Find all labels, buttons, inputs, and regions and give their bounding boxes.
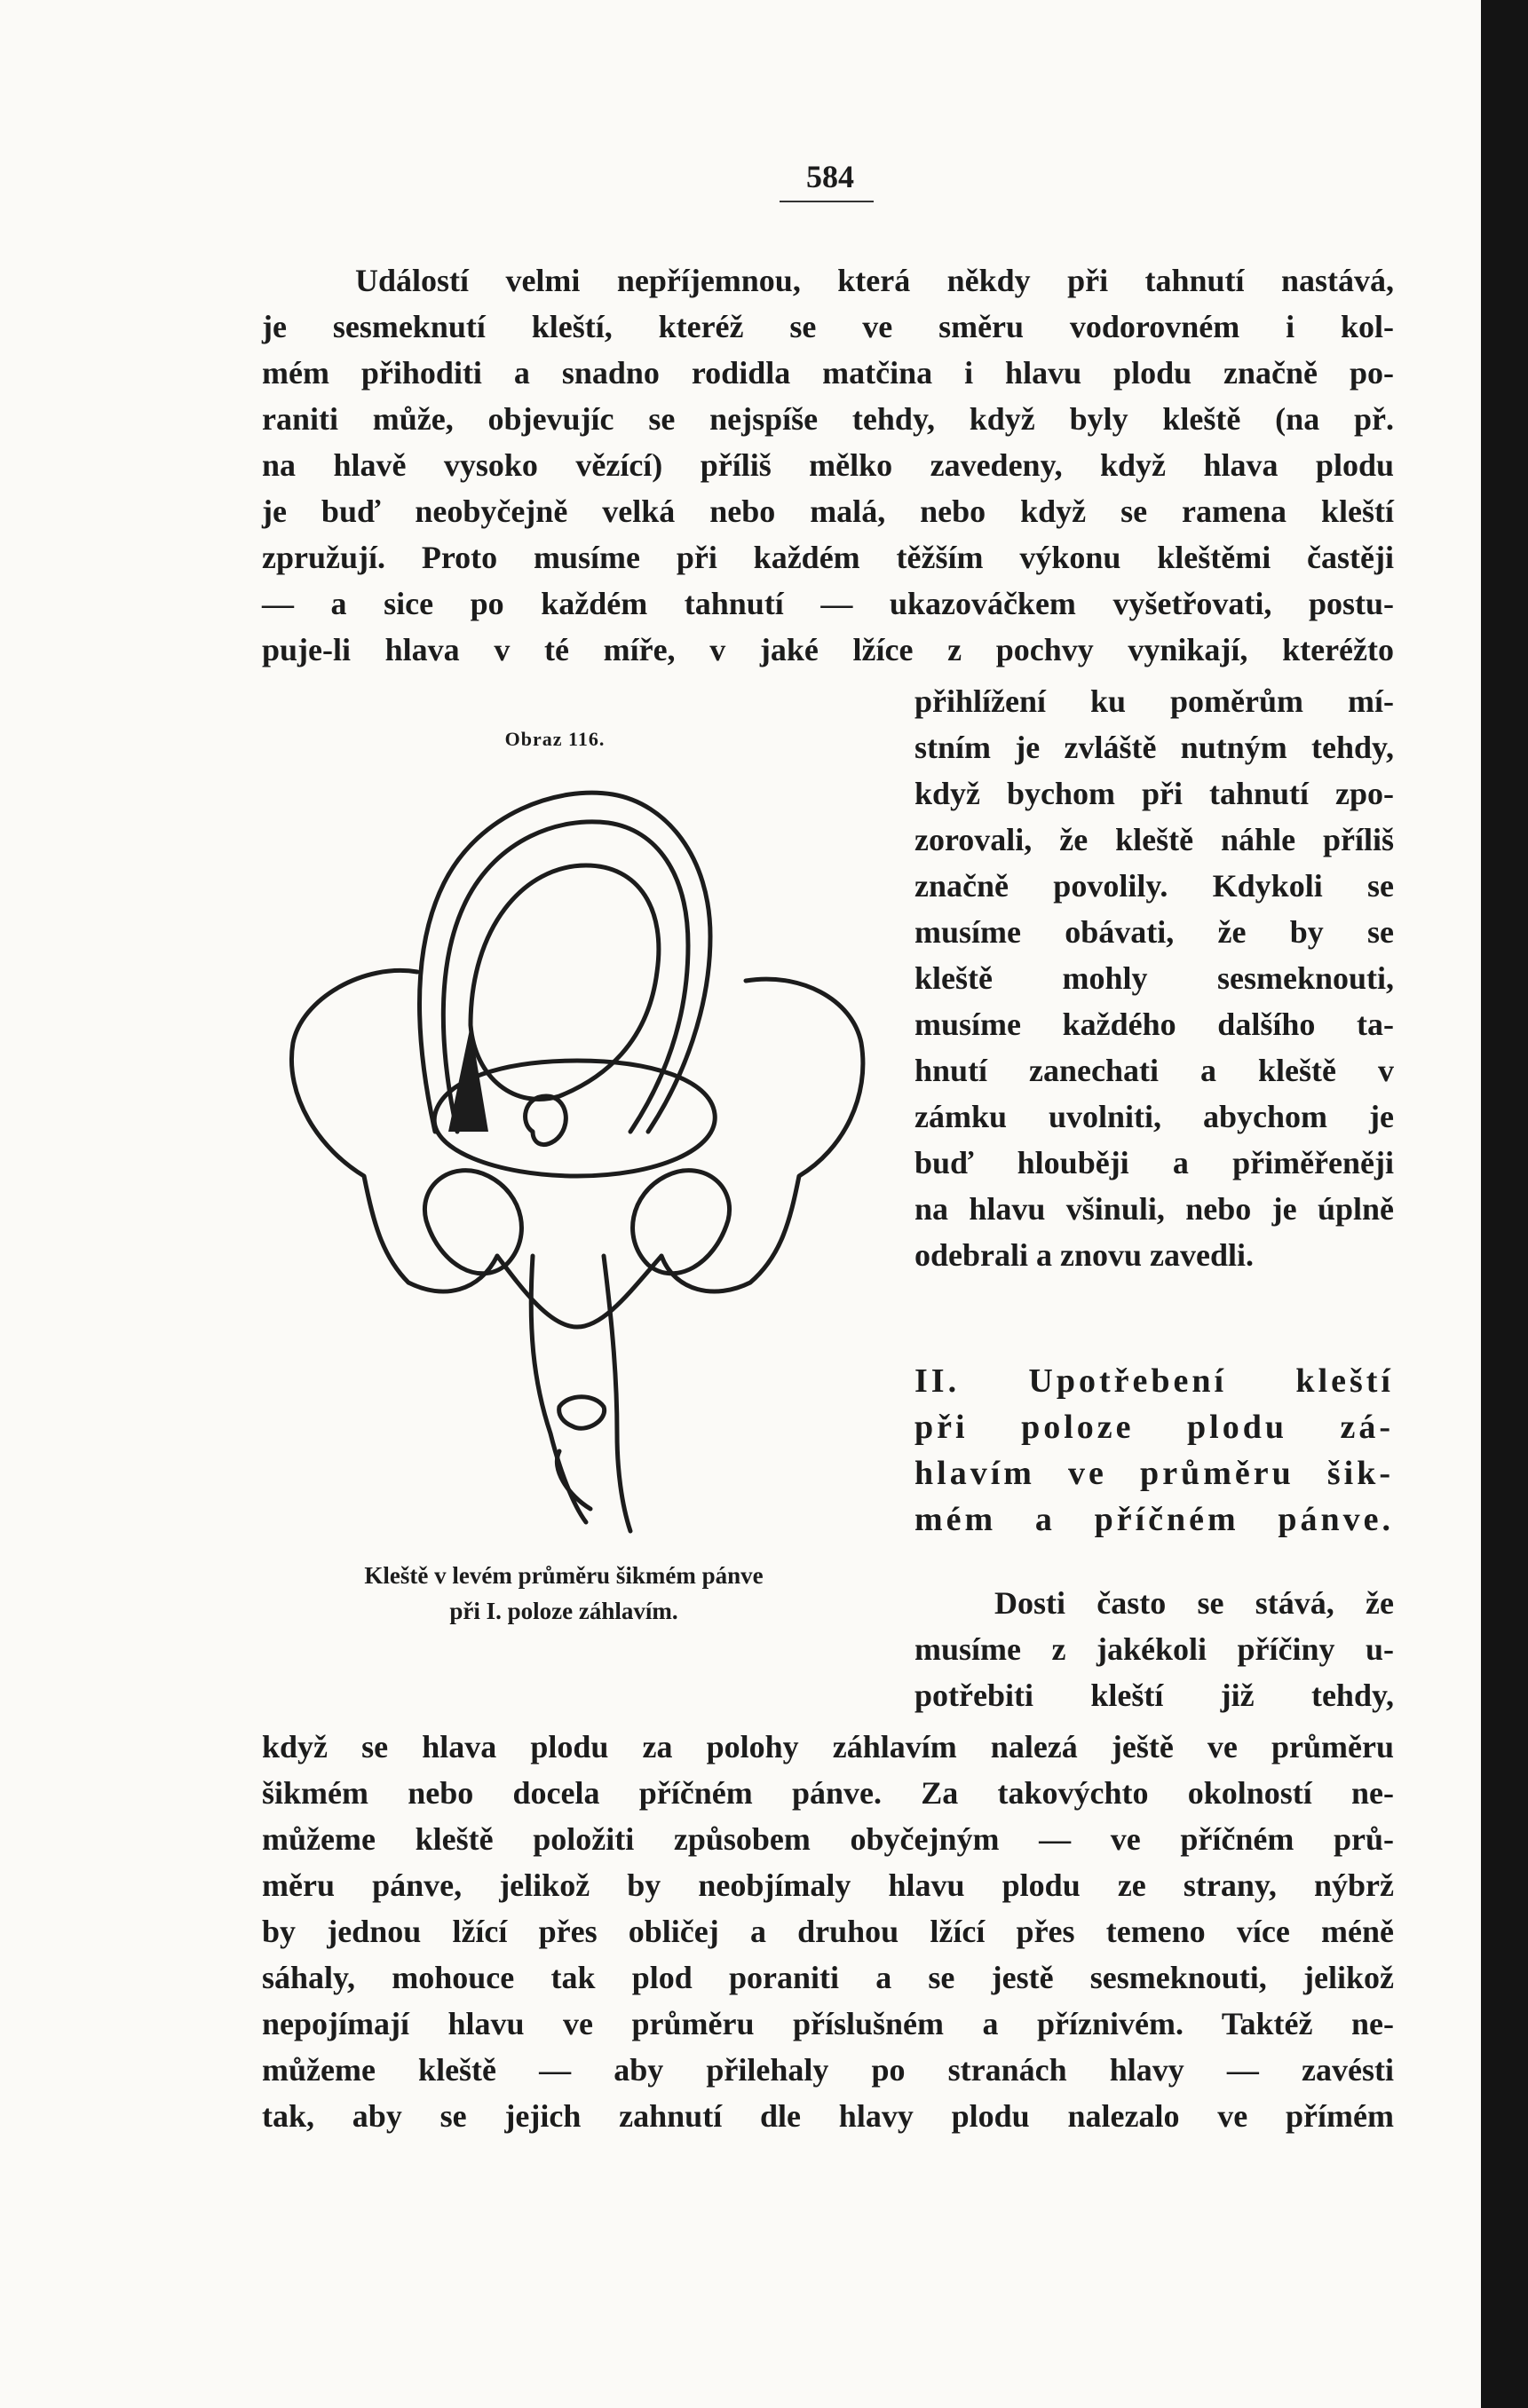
column-line: stním je zvláště nutným tehdy, [914,730,1394,765]
figure-caption-line-1: Kleště v levém průměru šikmém pánve [364,1562,764,1589]
paragraph-1-line: Událostí velmi nepříjemnou, která někdy při tahnutí nastává, [355,263,1394,298]
paragraph-2-line: když se hlava plodu za polohy záhlavím nalezá ještě ve průměru [262,1729,1394,1765]
paragraph-2-line: nepojímají hlavu ve průměru příslušném a příznivém. Taktéž ne- [262,2006,1394,2041]
pelvis-right-wing [661,979,863,1291]
column-line: značně povolily. Kdykoli se [914,868,1394,904]
column-line: zorovali, že kleště náhle příliš [914,822,1394,857]
column-line: odebrali a znovu zavedli. [914,1237,1255,1273]
column-line: musíme obávati, že by se [914,914,1394,950]
paragraph-1-line: je sesmeknutí kleští, kteréž se ve směru vodorovném i kol- [262,309,1394,344]
column-line: když bychom při tahnutí zpo- [914,776,1394,811]
forceps-handle-left [531,1256,586,1522]
paragraph-2-line: sáhaly, mohouce tak plod poraniti a se jestě sesmeknouti, jelikož [262,1960,1394,1995]
paragraph-1-line: zpružují. Proto musíme při každém těžším výkonu kleštěmi častěji [262,540,1394,575]
section-heading-line: při poloze plodu zá- [914,1409,1394,1446]
paragraph-2-line: by jednou lžící přes obličej a druhou lžící přes temeno více méně [262,1914,1394,1949]
pelvis-left-foramen [424,1171,521,1274]
column-line: na hlavu všinuli, nebo je úplně [914,1191,1394,1227]
figure-caption-line-2: při I. poloze záhlavím. [449,1598,678,1624]
section-heading-line: II. Upotřebení kleští [914,1362,1394,1400]
column-line: buď hlouběji a přiměřeněji [914,1145,1394,1180]
paragraph-1-line: raniti může, objevujíc se nejspíše tehdy, když byly kleště (na př. [262,401,1394,437]
scan-margin [1481,0,1528,2408]
page-number: 584 [806,159,854,194]
column-line: přihlížení ku poměrům mí- [914,683,1394,719]
column-line: kleště mohly sesmeknouti, [914,960,1394,996]
section-heading-line: mém a příčném pánve. [914,1501,1394,1538]
figure-illustration [266,759,879,1549]
section-heading-line: hlavím ve průměru šik- [914,1455,1394,1492]
paragraph-2-line: můžeme kleště položiti způsobem obyčejným — ve příčném prů- [262,1821,1394,1857]
fetal-ear [526,1096,566,1145]
column-line: musíme každého dalšího ta- [914,1007,1394,1042]
shadow-area [448,1025,488,1132]
pelvis-right-foramen [633,1171,730,1274]
paragraph-1-line: puje-li hlava v té míře, v jaké lžíce z pochvy vynikají, kteréžto [262,632,1394,667]
paragraph-1-line: je buď neobyčejně velká nebo malá, nebo když se ramena kleští [262,493,1394,529]
pelvis-pubic-arch [497,1256,661,1327]
figure-label: Obraz 116. [504,728,606,750]
paragraph-1-line: — a sice po každém tahnutí — ukazováčkem vyšetřovati, postu- [262,586,1394,621]
paragraph-1-line: mém přihoditi a snadno rodidla matčina i hlavu plodu značně po- [262,355,1394,391]
forceps-lock [559,1397,605,1428]
paragraph-2-line: tak, aby se jejich zahnutí dle hlavy plodu nalezalo ve přímém [262,2098,1394,2134]
column-line: potřebiti kleští již tehdy, [914,1678,1394,1713]
column-line: zámku uvolniti, abychom je [914,1099,1394,1134]
paragraph-1-line: na hlavě vysoko vězící) příliš mělko zavedeny, když hlava plodu [262,447,1394,483]
paragraph-2-line: můžeme kleště — aby přilehaly po stranách hlavy — zavésti [262,2052,1394,2088]
column-line: hnutí zanechati a kleště v [914,1053,1394,1088]
paragraph-2-line: šikmém nebo docela příčném pánve. Za takovýchto okolností ne- [262,1775,1394,1811]
paragraph-2-line: měru pánve, jelikož by neobjímaly hlavu plodu ze strany, nýbrž [262,1867,1394,1903]
page-number-rule [780,201,874,202]
column-line: Dosti často se stává, že [994,1585,1394,1621]
column-line: musíme z jakékoli příčiny u- [914,1631,1394,1667]
